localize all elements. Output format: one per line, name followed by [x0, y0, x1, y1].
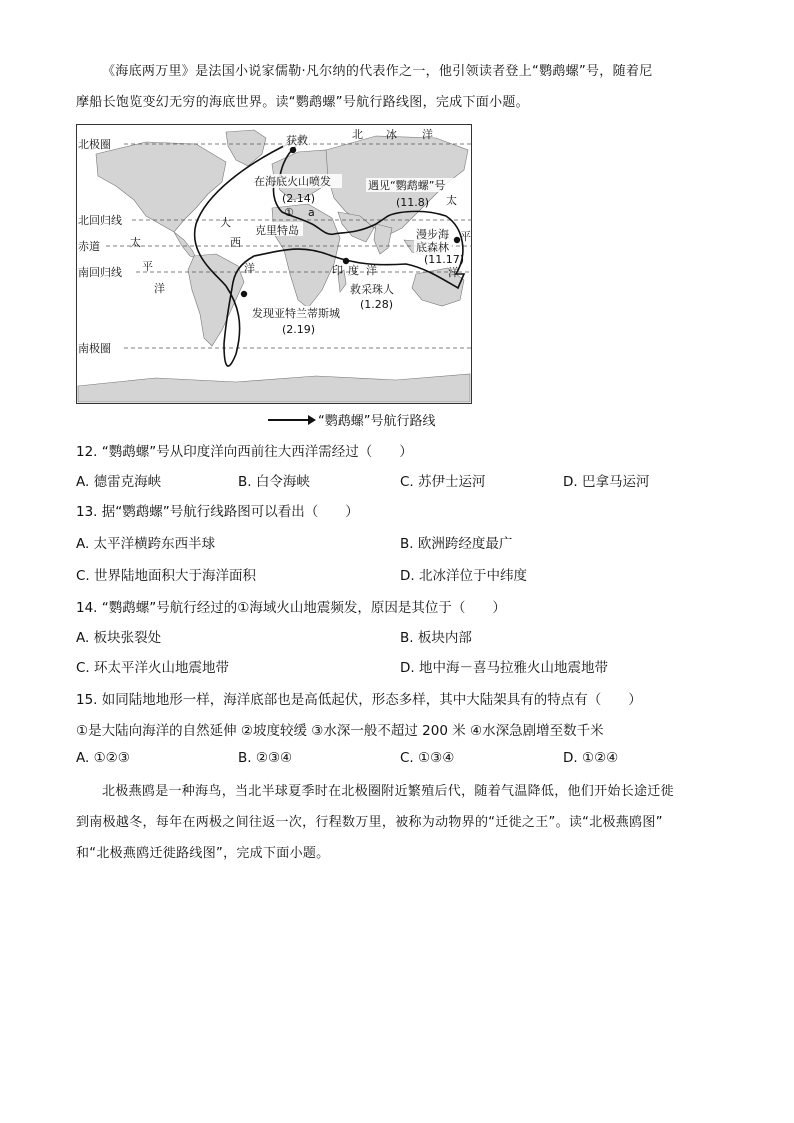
event-volcano: 在海底火山喷发	[254, 175, 331, 188]
ocean-label: 北	[352, 128, 363, 141]
outro-line-1: 北极燕鸥是一种海鸟，当北半球夏季时在北极圈附近繁殖后代，随着气温降低，他们开始长途迁徙	[102, 784, 674, 799]
outro-paragraph	[76, 776, 716, 869]
ocean-label: 太	[130, 236, 141, 249]
q12-option-d[interactable]: D. 巴拿马运河	[563, 474, 650, 490]
event-circle-a: ①	[284, 206, 294, 219]
event-volcano-date: (2.14)	[282, 192, 316, 205]
q15-option-a[interactable]: A. ①②③	[76, 750, 130, 766]
q14-option-d[interactable]: D. 地中海－喜马拉雅火山地震地带	[400, 660, 608, 676]
q13-option-c[interactable]: C. 世界陆地面积大于海洋面积	[76, 568, 257, 584]
q15-option-d[interactable]: D. ①②④	[563, 750, 619, 766]
event-forest-1: 漫步海	[416, 228, 449, 241]
nautilus-route-map	[76, 124, 472, 404]
q15-option-c[interactable]: C. ①③④	[400, 750, 455, 766]
map-legend	[268, 410, 435, 429]
lat-label-equator: 赤道	[78, 240, 100, 253]
q12-option-c[interactable]: C. 苏伊士运河	[400, 474, 486, 490]
event-pearl: 救采珠人	[350, 283, 394, 296]
event-rescue: 获救	[286, 134, 308, 147]
ocean-label: 印	[332, 264, 343, 277]
question-12-stem: 12. “鹦鹉螺”号从印度洋向西前往大西洋需经过（ ）	[76, 444, 413, 460]
q13-option-a[interactable]: A. 太平洋横跨东西半球	[76, 536, 216, 552]
question-15-statements: ①是大陆向海洋的自然延伸 ②坡度较缓 ③水深一般不超过 200 米 ④水深急剧增至数千米	[76, 723, 604, 739]
ocean-label: 洋	[366, 264, 377, 277]
q14-option-b[interactable]: B. 板块内部	[400, 630, 472, 646]
ocean-label: 洋	[422, 128, 433, 141]
event-pearl-date: (1.28)	[360, 298, 394, 311]
route-arrow-icon	[268, 419, 314, 421]
q15-option-b[interactable]: B. ②③④	[238, 750, 293, 766]
ocean-label: 度	[348, 264, 359, 277]
question-14-stem: 14. “鹦鹉螺”号航行经过的①海域火山地震频发，原因是其位于（ ）	[76, 600, 506, 616]
event-meet-date: (11.8)	[396, 196, 430, 209]
q13-option-d[interactable]: D. 北冰洋位于中纬度	[400, 568, 527, 584]
ocean-label: 冰	[386, 128, 397, 141]
lat-label-tropic-cancer: 北回归线	[78, 214, 122, 227]
event-forest-2: 底森林	[416, 241, 449, 254]
event-atlantis-date: (2.19)	[282, 323, 316, 336]
outro-line-2: 到南极越冬，每年在两极之间往返一次，行程数万里，被称为动物界的“迁徙之王”。读“北极燕鸥图”	[76, 815, 663, 830]
lat-label-antarctic-circle: 南极圈	[78, 342, 111, 355]
q13-option-b[interactable]: B. 欧洲跨经度最广	[400, 536, 513, 552]
event-forest-date: (11.17)	[424, 253, 465, 266]
intro-line-1: 《海底两万里》是法国小说家儒勒·凡尔纳的代表作之一，他引领读者登上“鹦鹉螺”号，随着尼	[102, 64, 653, 79]
event-atlantis: 发现亚特兰蒂斯城	[252, 307, 340, 320]
intro-paragraph	[76, 56, 716, 118]
intro-line-2: 摩船长饱览变幻无穷的海底世界。读“鹦鹉螺”号航行路线图，完成下面小题。	[76, 95, 529, 110]
ocean-label: 大	[220, 216, 231, 229]
legend-label: “鹦鹉螺”号航行路线	[318, 414, 436, 429]
dot-atlantis	[241, 291, 247, 297]
ocean-label: 平	[142, 260, 153, 273]
ocean-label: 洋	[154, 282, 165, 295]
event-a-letter: a	[308, 206, 315, 219]
event-crete: 克里特岛	[255, 224, 299, 237]
ocean-label: 洋	[448, 266, 459, 279]
q12-option-b[interactable]: B. 白令海峡	[238, 474, 310, 490]
question-13-stem: 13. 据“鹦鹉螺”号航行线路图可以看出（ ）	[76, 504, 359, 520]
dot-rescue	[290, 147, 296, 153]
question-15-stem: 15. 如同陆地地形一样，海洋底部也是高低起伏，形态多样，其中大陆架具有的特点有（ ）	[76, 692, 642, 708]
ocean-label: 平	[460, 230, 471, 243]
ocean-label: 洋	[244, 262, 255, 275]
q14-option-a[interactable]: A. 板块张裂处	[76, 630, 162, 646]
lat-label-tropic-capricorn: 南回归线	[78, 266, 122, 279]
outro-line-3: 和“北极燕鸥迁徙路线图”，完成下面小题。	[76, 846, 330, 861]
ocean-label: 西	[230, 236, 241, 249]
q14-option-c[interactable]: C. 环太平洋火山地震地带	[76, 660, 230, 676]
lat-label-arctic-circle: 北极圈	[78, 138, 111, 151]
event-meet: 遇见“鹦鹉螺”号	[368, 179, 446, 192]
ocean-label: 太	[446, 194, 457, 207]
q12-option-a[interactable]: A. 德雷克海峡	[76, 474, 162, 490]
